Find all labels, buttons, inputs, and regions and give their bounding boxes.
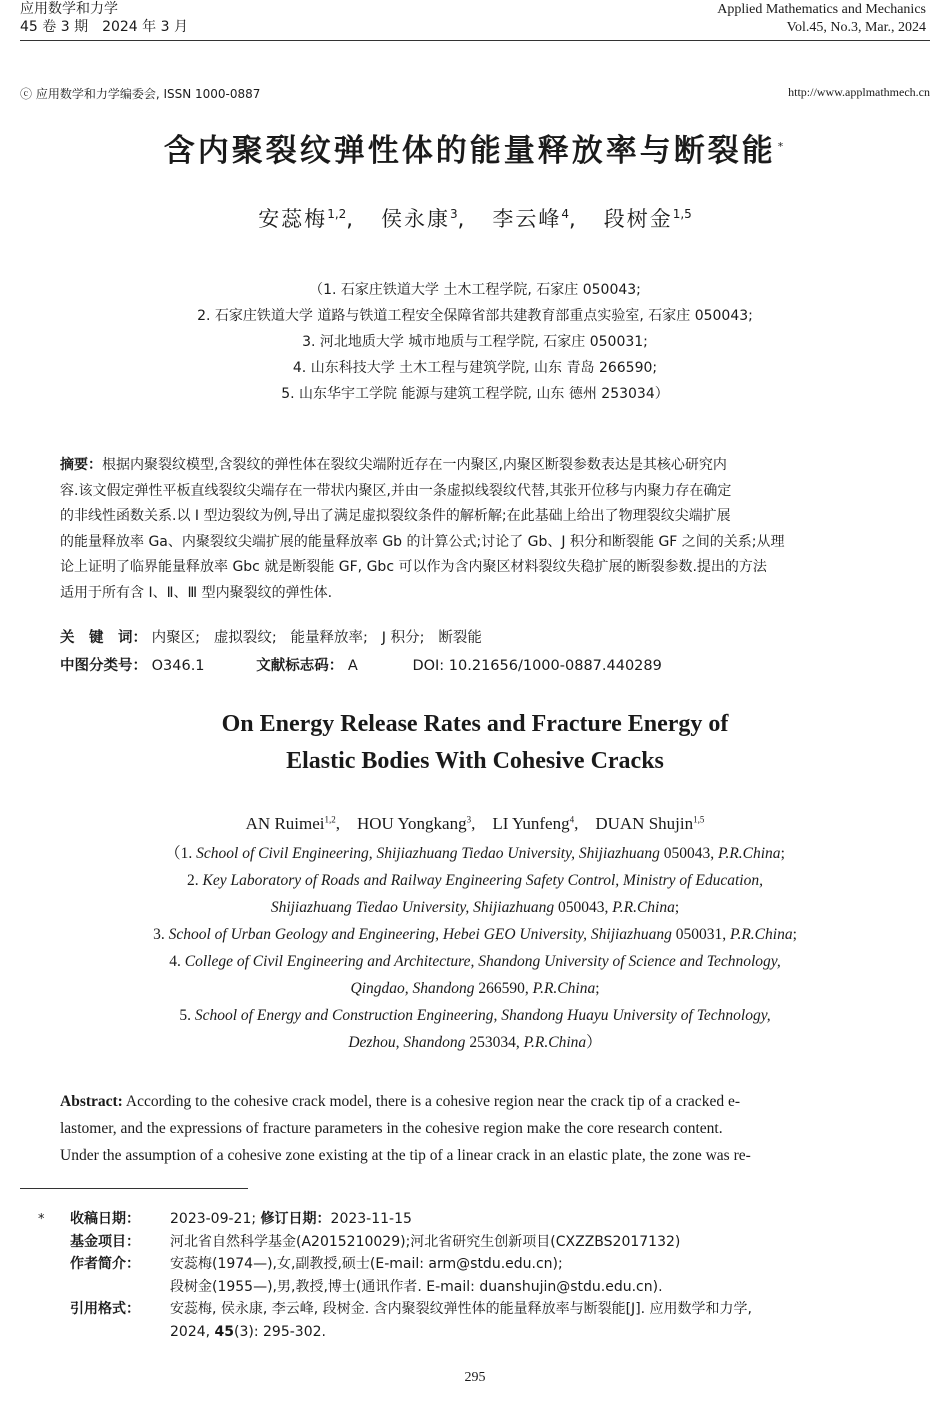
journal-name-cn: 应用数学和力学 bbox=[20, 1, 118, 17]
footnote-mark: * bbox=[38, 1212, 45, 1227]
page-title-cn bbox=[0, 125, 950, 170]
affiliation-cn: 4. 山东科技大学 土木工程与建筑学院, 山东 青岛 266590; bbox=[292, 360, 658, 376]
keywords-label: 关 键 词： bbox=[60, 630, 147, 646]
abstract-cn-label: 摘要： bbox=[60, 457, 102, 473]
affiliations-cn bbox=[0, 277, 950, 407]
author-en: DUAN Shujin$^{1,5}$ bbox=[595, 814, 705, 833]
author-en: AN Ruimei$^{1,2}$, bbox=[245, 814, 340, 833]
document-code: A bbox=[347, 658, 358, 674]
affiliations-en bbox=[0, 840, 950, 1056]
keyword: J 积分; bbox=[381, 630, 425, 646]
author-bio: 安蕊梅(1974—),女,副教授,硕士(E-mail: arm@stdu.edu.cn); bbox=[170, 1256, 563, 1272]
abstract-en: Abstract: According to the cohesive crack model, there is a cohesive region near the crack tip of a cracked e- lastomer, and the expressions of fracture parameters in the cohesive region make the core research content. Under the assumption of a cohesive zone existing at the tip of a linear crack in an elastic plate, the zone was re- bbox=[60, 1093, 751, 1164]
title-cn-text: 含内聚裂纹弹性体的能量释放率与断裂能 bbox=[163, 133, 776, 169]
affiliation-cn: 2. 石家庄铁道大学 道路与铁道工程安全保障省部共建教育部重点实验室, 石家庄 050043; bbox=[197, 308, 753, 324]
classification-line: 中图分类号： O346.1 文献标志码： A DOI: 10.21656/1000-0887.440289 bbox=[60, 658, 662, 674]
author-cn: 李云峰$^4$, bbox=[492, 207, 578, 231]
page-number: 295 bbox=[464, 1370, 486, 1385]
abstract-cn: 摘要：根据内聚裂纹模型,含裂纹的弹性体在裂纹尖端附近存在一内聚区,内聚区断裂参数表达是其核心研究内 容.该文假定弹性平板直线裂纹尖端存在一带状内聚区,并由一条虚拟线裂纹代替,其张开位移与内聚力存在确定 的非线性函数关系.以 Ⅰ 型边裂纹为例,导出了满足虚拟裂纹条件的解析解;在此基础上给出了物理裂纹尖端扩展 的能量释放率 Ga、内聚裂纹尖端扩展的能量释放率 Gb 的计算公式;讨论了 Gb、J 积分和断裂能 GF 之间的关系;从理 论上证明了临界能量释放率 Gbc 就是断裂能 GF, Gbc 可以作为含内聚区材料裂纹失稳扩展的断裂参数.提出的方法 适用于所有含 Ⅰ、Ⅱ、Ⅲ 型内聚裂纹的弹性体. bbox=[60, 457, 785, 601]
clc-number: O346.1 bbox=[151, 658, 205, 674]
keyword: 虚拟裂纹; bbox=[213, 630, 277, 646]
author-en: HOU Yongkang$^3$, bbox=[357, 814, 476, 833]
doi[interactable]: DOI: 10.21656/1000-0887.440289 bbox=[412, 658, 662, 674]
citation-cont: 2024, 45(3): 295-302. bbox=[170, 1323, 326, 1340]
citation: 安蕊梅, 侯永康, 李云峰, 段树金. 含内聚裂纹弹性体的能量释放率与断裂能[J]. 应用数学和力学, bbox=[170, 1301, 753, 1317]
keyword: 内聚区; bbox=[151, 630, 200, 646]
revised-date: 2023-11-15 bbox=[330, 1211, 412, 1227]
affiliation-en: 5. School of Energy and Construction Engineering, Shandong Huayu University of Technology, bbox=[179, 1007, 771, 1024]
keywords-cn bbox=[60, 626, 482, 647]
affiliation-en: 3. School of Urban Geology and Engineering, Hebei GEO University, Shijiazhuang 050031, P.R.China; bbox=[153, 926, 797, 943]
affiliation-en: 4. College of Civil Engineering and Architecture, Shandong University of Science and Technology, bbox=[169, 953, 781, 970]
author-bio: 段树金(1955—),男,教授,博士(通讯作者. E-mail: duanshujin@stdu.edu.cn). bbox=[170, 1278, 663, 1295]
abstract-en-label: Abstract: bbox=[60, 1093, 123, 1110]
affiliation-cn: 3. 河北地质大学 城市地质与工程学院, 石家庄 050031; bbox=[302, 334, 648, 350]
authors-cn bbox=[0, 203, 950, 233]
affiliation-en: （1. School of Civil Engineering, Shijiazhuang Tiedao University, Shijiazhuang 050043, P.R.China; bbox=[165, 845, 785, 862]
copyright-line: ⓒ 应用数学和力学编委会, ISSN 1000-0887 bbox=[20, 87, 261, 101]
received-date: 2023-09-21; bbox=[170, 1211, 257, 1227]
fund-info: 河北省自然科学基金(A2015210029);河北省研究生创新项目(CXZZBS2017132) bbox=[170, 1233, 681, 1250]
footnote-rule bbox=[20, 1188, 248, 1189]
header-rule bbox=[20, 40, 930, 41]
keyword: 能量释放率; bbox=[290, 630, 368, 646]
issue-info-cn: 45 卷 3 期 2024 年 3 月 bbox=[20, 19, 188, 35]
title-footnote-mark: * bbox=[777, 139, 787, 153]
affiliation-en: Qingdao, Shandong 266590, P.R.China; bbox=[350, 980, 600, 997]
affiliation-cn: （1. 石家庄铁道大学 土木工程学院, 石家庄 050043; bbox=[309, 282, 641, 298]
author-en: LI Yunfeng$^4$, bbox=[492, 814, 579, 833]
footnotes: 收稿日期： 2023-09-21; 修订日期：2023-11-15 基金项目： 河北省自然科学基金(A2015210029);河北省研究生创新项目(CXZZBS2017132) 作者简介： 安蕊梅(1974—),女,副教授,硕士(E-mail: arm@stdu.edu.cn); 段树金(1955—),男,教授,博士(通讯作者. E-mail: duanshujin@stdu.edu.cn). 引用格式： 安蕊梅, 侯永康, 李云峰, 段树金. 含内聚裂纹弹性体的能量释放率与断裂能[J]. 应用数学和力学, 2024, 45(3): 295-302. bbox=[70, 1211, 753, 1340]
page-title-en: On Energy Release Rates and Fracture Energy of Elastic Bodies With Cohesive Cracks bbox=[221, 711, 729, 774]
author-cn: 安蕊梅$^{1,2}$, bbox=[258, 207, 355, 231]
issue-info-en: Vol.45, No.3, Mar., 2024 bbox=[786, 20, 926, 35]
journal-url[interactable]: http://www.applmathmech.cn bbox=[788, 85, 930, 99]
affiliation-en: Shijiazhuang Tiedao University, Shijiazhuang 050043, P.R.China; bbox=[270, 899, 680, 916]
author-cn: 段树金$^{1,5}$ bbox=[603, 207, 692, 231]
authors-en bbox=[0, 814, 950, 834]
affiliation-en: 2. Key Laboratory of Roads and Railway Engineering Safety Control, Ministry of Education, bbox=[187, 872, 763, 889]
author-cn: 侯永康$^3$, bbox=[381, 207, 467, 231]
affiliation-en: Dezhou, Shandong 253034, P.R.China） bbox=[348, 1034, 602, 1051]
affiliation-cn: 5. 山东华宇工学院 能源与建筑工程学院, 山东 德州 253034） bbox=[281, 386, 669, 402]
keyword: 断裂能 bbox=[438, 630, 482, 646]
journal-name-en: Applied Mathematics and Mechanics bbox=[717, 2, 926, 17]
